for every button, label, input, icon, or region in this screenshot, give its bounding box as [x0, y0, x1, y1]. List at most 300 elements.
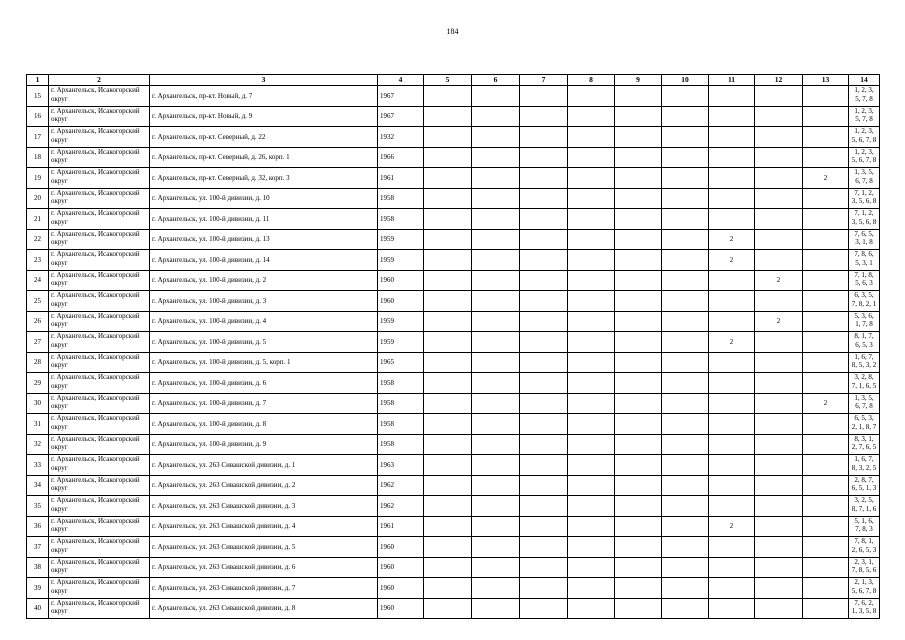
column-6-cell	[472, 147, 520, 168]
column-5-cell	[424, 270, 472, 291]
column-8-cell	[568, 291, 615, 312]
district-cell: г. Архангельск, Исакогорский округ	[49, 434, 150, 455]
column-11-cell	[709, 373, 755, 394]
column-10-cell	[662, 209, 709, 230]
column-header-13: 13	[803, 75, 849, 86]
column-9-cell	[615, 557, 662, 578]
column-header-10: 10	[662, 75, 709, 86]
column-13-cell	[803, 373, 849, 394]
row-number: 36	[27, 516, 49, 537]
address-cell: г. Архангельск, ул. 100-й дивизии, д. 4	[150, 311, 378, 332]
district-cell: г. Архангельск, Исакогорский округ	[49, 516, 150, 537]
column-8-cell	[568, 516, 615, 537]
column-12-cell	[755, 147, 803, 168]
column-10-cell	[662, 557, 709, 578]
column-9-cell	[615, 147, 662, 168]
district-cell: г. Архангельск, Исакогорский округ	[49, 598, 150, 619]
column-6-cell	[472, 578, 520, 599]
column-9-cell	[615, 578, 662, 599]
column-9-cell	[615, 311, 662, 332]
address-cell: г. Архангельск, пр-кт. Северный, д. 26, корп. 1	[150, 147, 378, 168]
column-5-cell	[424, 393, 472, 414]
column-6-cell	[472, 434, 520, 455]
address-cell: г. Архангельск, ул. 263 Сивашской дивизии, д. 4	[150, 516, 378, 537]
table-row	[27, 496, 880, 517]
column-14-cell: 1, 2, 3, 5, 7, 8	[849, 86, 880, 107]
column-5-cell	[424, 434, 472, 455]
table-header-row	[27, 75, 880, 86]
column-11-cell	[709, 578, 755, 599]
column-6-cell	[472, 270, 520, 291]
column-11-cell	[709, 434, 755, 455]
column-13-cell	[803, 475, 849, 496]
column-5-cell	[424, 291, 472, 312]
column-11-cell	[709, 127, 755, 148]
table-row	[27, 147, 880, 168]
column-5-cell	[424, 455, 472, 476]
column-8-cell	[568, 414, 615, 435]
district-cell: г. Архангельск, Исакогорский округ	[49, 414, 150, 435]
column-7-cell	[520, 209, 568, 230]
column-6-cell	[472, 127, 520, 148]
row-number: 26	[27, 311, 49, 332]
district-cell: г. Архангельск, Исакогорский округ	[49, 250, 150, 271]
column-5-cell	[424, 578, 472, 599]
column-14-cell: 6, 5, 3, 2, 1, 8, 7	[849, 414, 880, 435]
column-6-cell	[472, 414, 520, 435]
address-cell: г. Архангельск, ул. 100-й дивизии, д. 2	[150, 270, 378, 291]
column-8-cell	[568, 311, 615, 332]
column-header-5: 5	[424, 75, 472, 86]
column-6-cell	[472, 373, 520, 394]
year-cell: 1960	[378, 557, 424, 578]
column-12-cell	[755, 434, 803, 455]
column-9-cell	[615, 270, 662, 291]
column-14-cell: 6, 3, 5, 7, 8, 2, 1	[849, 291, 880, 312]
column-12-cell	[755, 414, 803, 435]
column-5-cell	[424, 475, 472, 496]
column-7-cell	[520, 414, 568, 435]
column-header-12: 12	[755, 75, 803, 86]
column-10-cell	[662, 229, 709, 250]
table-row	[27, 332, 880, 353]
column-14-cell: 8, 3, 1, 2, 7, 6, 5	[849, 434, 880, 455]
column-6-cell	[472, 291, 520, 312]
column-13-cell	[803, 557, 849, 578]
column-7-cell	[520, 373, 568, 394]
column-13-cell	[803, 414, 849, 435]
district-cell: г. Архангельск, Исакогорский округ	[49, 229, 150, 250]
table-row	[27, 557, 880, 578]
column-7-cell	[520, 229, 568, 250]
column-5-cell	[424, 86, 472, 107]
table-row	[27, 434, 880, 455]
column-5-cell	[424, 516, 472, 537]
column-10-cell	[662, 578, 709, 599]
column-13-cell	[803, 496, 849, 517]
column-12-cell	[755, 209, 803, 230]
column-5-cell	[424, 414, 472, 435]
column-9-cell	[615, 393, 662, 414]
column-5-cell	[424, 496, 472, 517]
column-5-cell	[424, 598, 472, 619]
column-header-2: 2	[49, 75, 150, 86]
column-8-cell	[568, 557, 615, 578]
column-header-7: 7	[520, 75, 568, 86]
column-14-cell: 1, 2, 3, 5, 7, 8	[849, 106, 880, 127]
column-13-cell	[803, 291, 849, 312]
column-5-cell	[424, 537, 472, 558]
column-14-cell: 3, 2, 5, 8, 7, 1, 6	[849, 496, 880, 517]
address-cell: г. Архангельск, ул. 100-й дивизии, д. 8	[150, 414, 378, 435]
column-6-cell	[472, 311, 520, 332]
district-cell: г. Архангельск, Исакогорский округ	[49, 578, 150, 599]
column-12-cell	[755, 455, 803, 476]
district-cell: г. Архангельск, Исакогорский округ	[49, 291, 150, 312]
row-number: 16	[27, 106, 49, 127]
address-cell: г. Архангельск, ул. 100-й дивизии, д. 6	[150, 373, 378, 394]
year-cell: 1967	[378, 86, 424, 107]
column-9-cell	[615, 229, 662, 250]
table-row	[27, 188, 880, 209]
row-number: 19	[27, 168, 49, 189]
table-row	[27, 352, 880, 373]
row-number: 35	[27, 496, 49, 517]
column-6-cell	[472, 168, 520, 189]
table-row	[27, 455, 880, 476]
district-cell: г. Архангельск, Исакогорский округ	[49, 147, 150, 168]
column-5-cell	[424, 168, 472, 189]
row-number: 38	[27, 557, 49, 578]
column-14-cell: 3, 2, 8, 7, 1, 6, 5	[849, 373, 880, 394]
column-14-cell: 7, 1, 2, 3, 5, 6, 8	[849, 188, 880, 209]
district-cell: г. Архангельск, Исакогорский округ	[49, 455, 150, 476]
column-8-cell	[568, 332, 615, 353]
column-13-cell	[803, 598, 849, 619]
column-9-cell	[615, 209, 662, 230]
year-cell: 1960	[378, 291, 424, 312]
column-7-cell	[520, 496, 568, 517]
column-7-cell	[520, 537, 568, 558]
column-header-9: 9	[615, 75, 662, 86]
column-13-cell	[803, 352, 849, 373]
column-9-cell	[615, 250, 662, 271]
column-8-cell	[568, 188, 615, 209]
column-12-cell	[755, 86, 803, 107]
address-cell: г. Архангельск, ул. 100-й дивизии, д. 10	[150, 188, 378, 209]
column-7-cell	[520, 516, 568, 537]
table-row	[27, 86, 880, 107]
page-number: 184	[446, 27, 459, 36]
column-12-cell	[755, 373, 803, 394]
column-5-cell	[424, 557, 472, 578]
column-7-cell	[520, 557, 568, 578]
address-cell: г. Архангельск, пр-кт. Северный, д. 32, корп. 3	[150, 168, 378, 189]
year-cell: 1966	[378, 147, 424, 168]
column-8-cell	[568, 127, 615, 148]
row-number: 24	[27, 270, 49, 291]
address-cell: г. Архангельск, ул. 100-й дивизии, д. 9	[150, 434, 378, 455]
column-14-cell: 1, 6, 7, 8, 5, 3, 2	[849, 352, 880, 373]
district-cell: г. Архангельск, Исакогорский округ	[49, 557, 150, 578]
address-cell: г. Архангельск, пр-кт. Новый, д. 7	[150, 86, 378, 107]
column-7-cell	[520, 147, 568, 168]
district-cell: г. Архангельск, Исакогорский округ	[49, 168, 150, 189]
column-6-cell	[472, 229, 520, 250]
table-row	[27, 270, 880, 291]
column-10-cell	[662, 598, 709, 619]
district-cell: г. Архангельск, Исакогорский округ	[49, 270, 150, 291]
column-9-cell	[615, 291, 662, 312]
address-cell: г. Архангельск, ул. 263 Сивашской дивизии, д. 1	[150, 455, 378, 476]
table-row	[27, 414, 880, 435]
row-number: 40	[27, 598, 49, 619]
column-11-cell	[709, 86, 755, 107]
row-number: 34	[27, 475, 49, 496]
column-9-cell	[615, 537, 662, 558]
year-cell: 1958	[378, 209, 424, 230]
column-14-cell: 7, 1, 2, 3, 5, 6, 8	[849, 209, 880, 230]
column-8-cell	[568, 229, 615, 250]
row-number: 37	[27, 537, 49, 558]
column-10-cell	[662, 106, 709, 127]
column-6-cell	[472, 598, 520, 619]
address-cell: г. Архангельск, ул. 100-й дивизии, д. 14	[150, 250, 378, 271]
column-8-cell	[568, 578, 615, 599]
column-11-cell	[709, 168, 755, 189]
column-12-cell	[755, 537, 803, 558]
row-number: 27	[27, 332, 49, 353]
column-10-cell	[662, 352, 709, 373]
table-row	[27, 291, 880, 312]
column-6-cell	[472, 393, 520, 414]
column-header-11: 11	[709, 75, 755, 86]
column-5-cell	[424, 250, 472, 271]
column-7-cell	[520, 250, 568, 271]
column-6-cell	[472, 250, 520, 271]
district-cell: г. Архангельск, Исакогорский округ	[49, 352, 150, 373]
row-number: 23	[27, 250, 49, 271]
column-6-cell	[472, 106, 520, 127]
column-10-cell	[662, 373, 709, 394]
column-12-cell	[755, 516, 803, 537]
column-12-cell	[755, 229, 803, 250]
column-11-cell	[709, 188, 755, 209]
column-14-cell: 2, 8, 7, 6, 5, 1, 3	[849, 475, 880, 496]
address-cell: г. Архангельск, ул. 100-й дивизии, д. 11	[150, 209, 378, 230]
year-cell: 1958	[378, 434, 424, 455]
address-cell: г. Архангельск, пр-кт. Новый, д. 9	[150, 106, 378, 127]
table-row	[27, 311, 880, 332]
column-11-cell: 2	[709, 229, 755, 250]
column-12-cell: 2	[755, 311, 803, 332]
column-6-cell	[472, 475, 520, 496]
column-8-cell	[568, 250, 615, 271]
column-10-cell	[662, 434, 709, 455]
row-number: 33	[27, 455, 49, 476]
column-8-cell	[568, 352, 615, 373]
table-row	[27, 229, 880, 250]
year-cell: 1962	[378, 475, 424, 496]
column-8-cell	[568, 106, 615, 127]
column-10-cell	[662, 86, 709, 107]
column-14-cell: 7, 6, 5, 3, 1, 8	[849, 229, 880, 250]
column-6-cell	[472, 188, 520, 209]
column-header-3: 3	[150, 75, 378, 86]
district-cell: г. Архангельск, Исакогорский округ	[49, 106, 150, 127]
column-6-cell	[472, 332, 520, 353]
column-12-cell: 2	[755, 270, 803, 291]
column-10-cell	[662, 332, 709, 353]
year-cell: 1965	[378, 352, 424, 373]
row-number: 15	[27, 86, 49, 107]
column-13-cell	[803, 250, 849, 271]
column-10-cell	[662, 250, 709, 271]
column-11-cell	[709, 393, 755, 414]
buildings-table	[26, 74, 880, 619]
column-14-cell: 1, 2, 3, 5, 6, 7, 8	[849, 127, 880, 148]
column-11-cell	[709, 537, 755, 558]
column-9-cell	[615, 475, 662, 496]
district-cell: г. Архангельск, Исакогорский округ	[49, 393, 150, 414]
column-5-cell	[424, 147, 472, 168]
column-9-cell	[615, 373, 662, 394]
table-row	[27, 598, 880, 619]
column-14-cell: 2, 3, 1, 7, 8, 5, 6	[849, 557, 880, 578]
column-6-cell	[472, 557, 520, 578]
row-number: 20	[27, 188, 49, 209]
column-header-4: 4	[378, 75, 424, 86]
column-6-cell	[472, 352, 520, 373]
column-8-cell	[568, 455, 615, 476]
column-5-cell	[424, 188, 472, 209]
column-11-cell	[709, 270, 755, 291]
row-number: 25	[27, 291, 49, 312]
column-13-cell	[803, 270, 849, 291]
column-12-cell	[755, 496, 803, 517]
column-6-cell	[472, 537, 520, 558]
column-9-cell	[615, 496, 662, 517]
column-10-cell	[662, 291, 709, 312]
column-7-cell	[520, 270, 568, 291]
column-7-cell	[520, 106, 568, 127]
column-9-cell	[615, 168, 662, 189]
address-cell: г. Архангельск, ул. 263 Сивашской дивизии, д. 5	[150, 537, 378, 558]
column-7-cell	[520, 332, 568, 353]
column-10-cell	[662, 188, 709, 209]
column-9-cell	[615, 414, 662, 435]
column-7-cell	[520, 86, 568, 107]
column-9-cell	[615, 598, 662, 619]
address-cell: г. Архангельск, ул. 263 Сивашской дивизии, д. 8	[150, 598, 378, 619]
row-number: 28	[27, 352, 49, 373]
column-9-cell	[615, 188, 662, 209]
column-10-cell	[662, 127, 709, 148]
year-cell: 1960	[378, 270, 424, 291]
address-cell: г. Архангельск, ул. 263 Сивашской дивизии, д. 6	[150, 557, 378, 578]
year-cell: 1959	[378, 311, 424, 332]
column-7-cell	[520, 311, 568, 332]
column-6-cell	[472, 496, 520, 517]
column-9-cell	[615, 516, 662, 537]
year-cell: 1932	[378, 127, 424, 148]
column-6-cell	[472, 516, 520, 537]
column-8-cell	[568, 537, 615, 558]
district-cell: г. Архангельск, Исакогорский округ	[49, 188, 150, 209]
column-10-cell	[662, 168, 709, 189]
column-5-cell	[424, 127, 472, 148]
column-5-cell	[424, 352, 472, 373]
column-13-cell: 2	[803, 168, 849, 189]
column-8-cell	[568, 209, 615, 230]
year-cell: 1961	[378, 516, 424, 537]
column-header-6: 6	[472, 75, 520, 86]
column-13-cell	[803, 434, 849, 455]
table-row	[27, 209, 880, 230]
table-row	[27, 516, 880, 537]
column-10-cell	[662, 516, 709, 537]
column-11-cell: 2	[709, 332, 755, 353]
column-13-cell	[803, 147, 849, 168]
column-7-cell	[520, 127, 568, 148]
column-8-cell	[568, 475, 615, 496]
column-9-cell	[615, 106, 662, 127]
column-10-cell	[662, 414, 709, 435]
row-number: 30	[27, 393, 49, 414]
column-6-cell	[472, 86, 520, 107]
column-5-cell	[424, 311, 472, 332]
column-8-cell	[568, 147, 615, 168]
column-11-cell	[709, 496, 755, 517]
district-cell: г. Архангельск, Исакогорский округ	[49, 537, 150, 558]
year-cell: 1958	[378, 373, 424, 394]
column-10-cell	[662, 455, 709, 476]
column-7-cell	[520, 455, 568, 476]
column-13-cell	[803, 537, 849, 558]
column-8-cell	[568, 496, 615, 517]
column-8-cell	[568, 393, 615, 414]
column-13-cell	[803, 127, 849, 148]
district-cell: г. Архангельск, Исакогорский округ	[49, 475, 150, 496]
column-13-cell	[803, 311, 849, 332]
column-14-cell: 1, 3, 5, 6, 7, 8	[849, 168, 880, 189]
column-14-cell: 7, 8, 6, 5, 3, 1	[849, 250, 880, 271]
column-9-cell	[615, 455, 662, 476]
column-14-cell: 5, 3, 6, 1, 7, 8	[849, 311, 880, 332]
address-cell: г. Архангельск, ул. 100-й дивизии, д. 3	[150, 291, 378, 312]
address-cell: г. Архангельск, ул. 100-й дивизии, д. 13	[150, 229, 378, 250]
column-10-cell	[662, 496, 709, 517]
table-row	[27, 537, 880, 558]
year-cell: 1960	[378, 598, 424, 619]
column-8-cell	[568, 373, 615, 394]
column-12-cell	[755, 393, 803, 414]
column-13-cell	[803, 229, 849, 250]
column-7-cell	[520, 598, 568, 619]
column-8-cell	[568, 598, 615, 619]
year-cell: 1958	[378, 188, 424, 209]
year-cell: 1958	[378, 414, 424, 435]
column-9-cell	[615, 127, 662, 148]
year-cell: 1959	[378, 229, 424, 250]
table-row	[27, 578, 880, 599]
year-cell: 1959	[378, 332, 424, 353]
year-cell: 1962	[378, 496, 424, 517]
column-14-cell: 7, 6, 2, 1, 3, 5, 8	[849, 598, 880, 619]
row-number: 32	[27, 434, 49, 455]
column-7-cell	[520, 352, 568, 373]
column-12-cell	[755, 106, 803, 127]
